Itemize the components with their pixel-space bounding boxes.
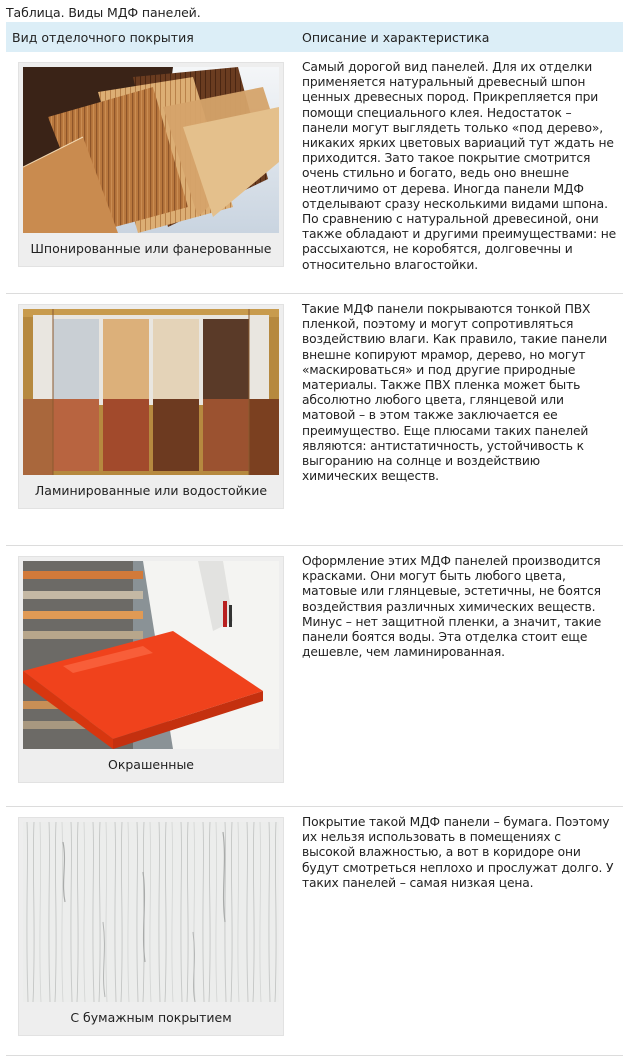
paper-coated-panel-photo <box>23 822 279 1002</box>
panel-card <box>18 556 284 783</box>
image-cell <box>6 807 302 1056</box>
table-row <box>6 52 623 294</box>
header-coating-type: Вид отделочного покрытия <box>12 29 194 45</box>
panel-description: Такие МДФ панели покрываются тонкой ПВХ пленкой, поэтому и могут сопротивляться воздействию влаги. Как правило, такие панели внешне копируют мрамор, дерево, но могут «маскироваться» и под другие природные материалы. Также ПВХ пленка может быть абсолютно любого цвета, глянцевой или матовой – в этом также заключается ее преимущество. Еще плюсами таких панелей являются: антистатичность, устойчивость к выгоранию на солнце и воздействию химических веществ. <box>302 294 623 546</box>
veneer-panels-photo <box>23 67 279 233</box>
panel-card <box>18 304 284 509</box>
panel-description: Покрытие такой МДФ панели – бумага. Поэтому их нельзя использовать в помещениях с высокой влажностью, а вот в коридоре они будут смотреться неплохо и прослужат долго. У таких панелей – самая низкая цена. <box>302 807 623 1056</box>
panel-type-label: Окрашенные <box>107 757 195 772</box>
laminated-panels-photo <box>23 309 279 475</box>
table-caption: Таблица. Виды МДФ панелей. <box>6 5 201 20</box>
painted-panel-photo <box>23 561 279 749</box>
header-description: Описание и характеристика <box>302 29 490 45</box>
table-header-row <box>6 22 623 52</box>
mdf-panels-table <box>6 22 623 1056</box>
panel-card <box>18 817 284 1036</box>
panel-type-label: С бумажным покрытием <box>70 1010 232 1025</box>
image-cell <box>6 546 302 807</box>
panel-card <box>18 62 284 267</box>
table-row <box>6 294 623 546</box>
panel-type-label: Шпонированные или фанерованные <box>30 241 272 256</box>
panel-description: Самый дорогой вид панелей. Для их отделки применяется натуральный древесный шпон ценных древесных пород. Прикрепляется при помощи специального клея. Недостаток – панели могут выглядеть только «под дерево», никаких ярких цветовых вариаций тут ждать не приходится. Зато такое покрытие смотрится очень стильно и богато, ведь оно внешне неотличимо от дерева. Иногда панели МДФ отделывают сразу несколькими видами шпона. По сравнению с натуральной древесиной, они также обладают и другими преимуществами: не рассыхаются, не коробятся, долговечны и относительно влагостойки. <box>302 52 623 294</box>
image-cell <box>6 294 302 546</box>
panel-description: Оформление этих МДФ панелей производится красками. Они могут быть любого цвета, матовые или глянцевые, эстетичны, не боятся воздействия различных химических веществ. Минус – нет защитной пленки, а значит, такие панели боятся воды. Эта отделка стоит еще дешевле, чем ламинированная. <box>302 546 623 807</box>
table-row <box>6 807 623 1056</box>
image-cell <box>6 52 302 294</box>
table-row <box>6 546 623 807</box>
panel-type-label: Ламинированные или водостойкие <box>34 483 268 498</box>
